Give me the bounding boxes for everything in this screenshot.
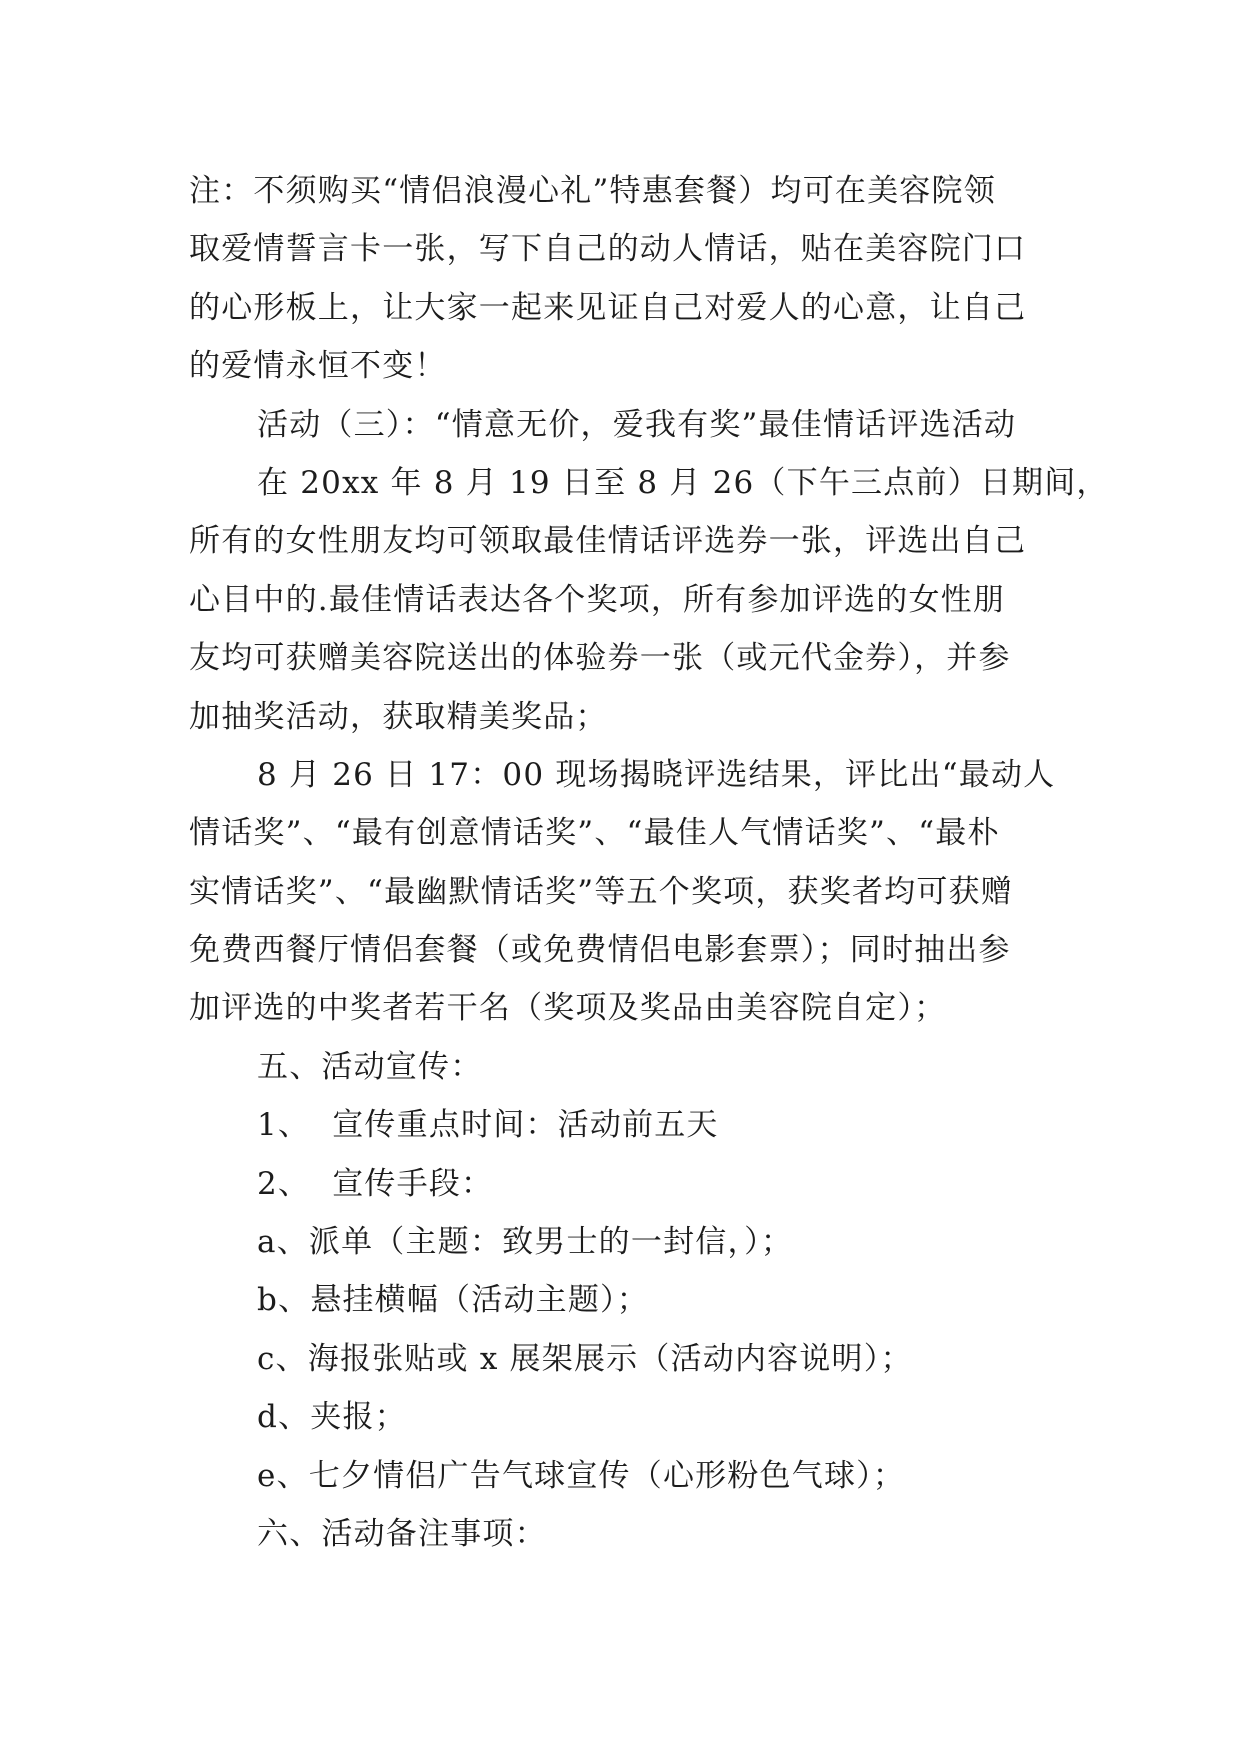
- text-line: e、七夕情侣广告气球宣传（心形粉色气球）；: [257, 1457, 906, 1494]
- text-line: 六、活动备注事项：: [257, 1515, 547, 1552]
- text-line: 加评选的中奖者若干名（奖项及奖品由美容院自定）；: [189, 990, 947, 1027]
- text-line: 友均可获赠美容院送出的体验券一张（或元代金券），并参: [189, 640, 1011, 677]
- text-line: 五、活动宣传：: [257, 1048, 483, 1085]
- text-line: 所有的女性朋友均可领取最佳情话评选券一张，评选出自己: [189, 523, 1027, 560]
- text-line: d、夹报；: [257, 1399, 407, 1436]
- text-line: 注：不须购买“情侣浪漫心礼”特惠套餐）均可在美容院领: [189, 173, 996, 209]
- text-line: 在 20xx 年 8 月 19 日至 8 月 26（下午三点前）日期间，: [257, 464, 1109, 501]
- text-line: 2、 宣传手段：: [257, 1165, 494, 1202]
- text-line: 取爱情誓言卡一张，写下自己的动人情话，贴在美容院门口: [189, 231, 1027, 268]
- text-line: c、海报张贴或 x 展架展示（活动内容说明）；: [257, 1340, 913, 1377]
- text-line: 加抽奖活动，获取精美奖品；: [189, 698, 608, 735]
- text-line: 的心形板上，让大家一起来见证自己对爱人的心意，让自己: [189, 289, 1027, 326]
- document-body: [189, 162, 1109, 1563]
- text-line: a、派单（主题：致男士的一封信，）；: [257, 1224, 794, 1261]
- text-line: 实情话奖”、“最幽默情话奖”等五个奖项，获奖者均可获赠: [189, 873, 1013, 910]
- text-line: 免费西餐厅情侣套餐（或免费情侣电影套票）；同时抽出参: [189, 932, 1011, 969]
- text-line: b、悬挂横幅（活动主题）；: [257, 1282, 649, 1319]
- text-line: 活动（三）：“情意无价，爱我有奖”最佳情话评选活动: [257, 406, 1017, 443]
- text-line: 情话奖”、“最有创意情话奖”、“最佳人气情话奖”、“最朴: [189, 815, 1000, 852]
- text-line: 8 月 26 日 17：00 现场揭晓评选结果，评比出“最动人: [257, 756, 1056, 793]
- text-line: 心目中的.最佳情话表达各个奖项，所有参加评选的女性朋: [189, 581, 1006, 618]
- text-line: 1、 宣传重点时间：活动前五天: [257, 1107, 719, 1144]
- text-line: 的爱情永恒不变！: [189, 348, 447, 385]
